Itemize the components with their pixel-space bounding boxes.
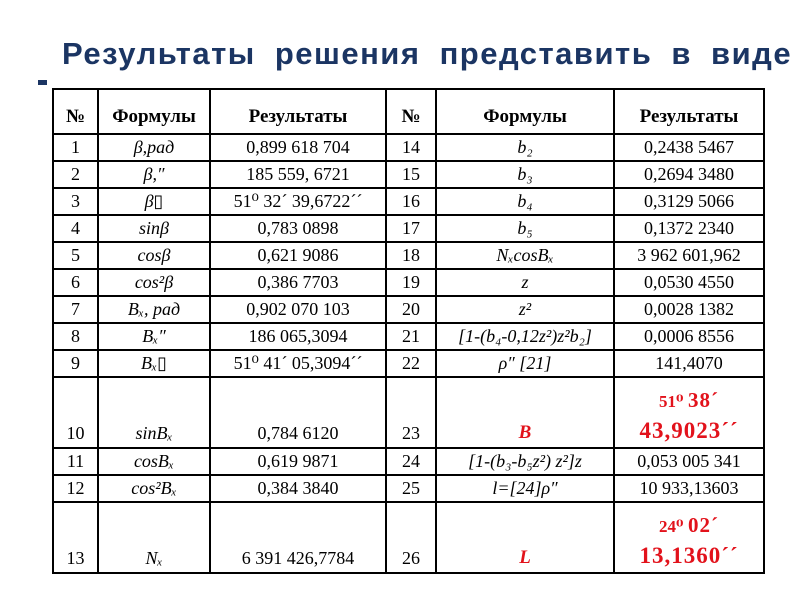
column-header-formulas-left: Формулы bbox=[98, 89, 210, 134]
degrees-minutes-line bbox=[617, 388, 761, 412]
result-cell: 6 391 426,7784 bbox=[210, 502, 386, 573]
formula-cell: sinβ bbox=[98, 215, 210, 242]
table-row bbox=[53, 242, 764, 269]
row-number-cell: 23 bbox=[386, 377, 436, 448]
formula-cell: l=[24]ρ″ bbox=[436, 475, 614, 502]
bullet-dash-icon bbox=[38, 80, 47, 85]
results-table bbox=[52, 88, 765, 574]
table-row bbox=[53, 188, 764, 215]
formula-cell: sinBₓ bbox=[98, 377, 210, 448]
formula-cell: cosBₓ bbox=[98, 448, 210, 475]
result-cell: 0,3129 5066 bbox=[614, 188, 764, 215]
result-cell: 0,621 9086 bbox=[210, 242, 386, 269]
result-cell-highlighted bbox=[614, 377, 764, 448]
row-number-cell: 2 bbox=[53, 161, 98, 188]
result-cell: 3 962 601,962 bbox=[614, 242, 764, 269]
table-row bbox=[53, 350, 764, 377]
column-header-results-left: Результаты bbox=[210, 89, 386, 134]
formula-cell: b₂ bbox=[436, 134, 614, 161]
minutes-value: 02´ bbox=[687, 513, 719, 538]
result-cell: 10 933,13603 bbox=[614, 475, 764, 502]
formula-cell: b₃ bbox=[436, 161, 614, 188]
column-header-results-right: Результаты bbox=[614, 89, 764, 134]
column-header-num-right: № bbox=[386, 89, 436, 134]
row-number-cell: 10 bbox=[53, 377, 98, 448]
formula-cell: z bbox=[436, 269, 614, 296]
minutes-value: 38´ bbox=[687, 388, 719, 413]
row-number-cell: 14 bbox=[386, 134, 436, 161]
column-header-formulas-right: Формулы bbox=[436, 89, 614, 134]
formula-cell: z² bbox=[436, 296, 614, 323]
row-number-cell: 11 bbox=[53, 448, 98, 475]
table-row bbox=[53, 502, 764, 573]
formula-cell-highlighted: B bbox=[436, 377, 614, 448]
row-number-cell: 19 bbox=[386, 269, 436, 296]
result-cell: 0,2694 3480 bbox=[614, 161, 764, 188]
result-cell: 141,4070 bbox=[614, 350, 764, 377]
formula-cell: [1-(b₃-b₅z²) z²]z bbox=[436, 448, 614, 475]
row-number-cell: 15 bbox=[386, 161, 436, 188]
result-cell: 186 065,3094 bbox=[210, 323, 386, 350]
result-cell: 0,0006 8556 bbox=[614, 323, 764, 350]
formula-cell: Nₓ bbox=[98, 502, 210, 573]
header-row bbox=[53, 89, 764, 134]
row-number-cell: 1 bbox=[53, 134, 98, 161]
result-cell: 185 559, 6721 bbox=[210, 161, 386, 188]
formula-cell: Bₓ, рад bbox=[98, 296, 210, 323]
formula-cell-highlighted: L bbox=[436, 502, 614, 573]
result-cell: 0,783 0898 bbox=[210, 215, 386, 242]
formula-cell: b₄ bbox=[436, 188, 614, 215]
result-cell: 0,0028 1382 bbox=[614, 296, 764, 323]
result-cell: 0,0530 4550 bbox=[614, 269, 764, 296]
result-cell: 0,1372 2340 bbox=[614, 215, 764, 242]
row-number-cell: 13 bbox=[53, 502, 98, 573]
table-row bbox=[53, 134, 764, 161]
seconds-value: 43,9023´´ bbox=[639, 417, 739, 443]
row-number-cell: 21 bbox=[386, 323, 436, 350]
formula-cell: cosβ bbox=[98, 242, 210, 269]
column-header-num-left: № bbox=[53, 89, 98, 134]
formula-cell: β,″ bbox=[98, 161, 210, 188]
table-row bbox=[53, 323, 764, 350]
row-number-cell: 3 bbox=[53, 188, 98, 215]
row-number-cell: 7 bbox=[53, 296, 98, 323]
result-cell: 0,619 9871 bbox=[210, 448, 386, 475]
result-cell-highlighted bbox=[614, 502, 764, 573]
result-cell: 0,386 7703 bbox=[210, 269, 386, 296]
formula-cell: cos²β bbox=[98, 269, 210, 296]
result-cell: 0,899 618 704 bbox=[210, 134, 386, 161]
table-row bbox=[53, 215, 764, 242]
formula-cell: β,рад bbox=[98, 134, 210, 161]
row-number-cell: 5 bbox=[53, 242, 98, 269]
row-number-cell: 17 bbox=[386, 215, 436, 242]
formula-cell: ρ″ [21] bbox=[436, 350, 614, 377]
result-cell: 51⁰ 41´ 05,3094´´ bbox=[210, 350, 386, 377]
result-cell: 0,384 3840 bbox=[210, 475, 386, 502]
table-row bbox=[53, 296, 764, 323]
table-row bbox=[53, 377, 764, 448]
formula-cell: b₅ bbox=[436, 215, 614, 242]
table-row bbox=[53, 269, 764, 296]
result-cell: 51⁰ 32´ 39,6722´´ bbox=[210, 188, 386, 215]
result-cell: 0,784 6120 bbox=[210, 377, 386, 448]
formula-cell: Bₓ″ bbox=[98, 323, 210, 350]
row-number-cell: 24 bbox=[386, 448, 436, 475]
formula-cell: NₓcosBₓ bbox=[436, 242, 614, 269]
degrees-value: 51⁰ bbox=[659, 392, 684, 412]
formula-cell: cos²Bₓ bbox=[98, 475, 210, 502]
table-row bbox=[53, 161, 764, 188]
formula-cell: [1-(b₄-0,12z²)z²b₂] bbox=[436, 323, 614, 350]
row-number-cell: 18 bbox=[386, 242, 436, 269]
table-row bbox=[53, 475, 764, 502]
formula-cell: β▯ bbox=[98, 188, 210, 215]
degrees-minutes-line bbox=[617, 513, 761, 537]
degrees-value: 24⁰ bbox=[659, 517, 684, 537]
table-row bbox=[53, 448, 764, 475]
row-number-cell: 26 bbox=[386, 502, 436, 573]
seconds-value: 13,1360´´ bbox=[639, 542, 739, 568]
row-number-cell: 8 bbox=[53, 323, 98, 350]
result-cell: 0,902 070 103 bbox=[210, 296, 386, 323]
slide-title: Результаты решения представить в виде bbox=[62, 36, 793, 71]
row-number-cell: 12 bbox=[53, 475, 98, 502]
formula-cell: Bₓ▯ bbox=[98, 350, 210, 377]
row-number-cell: 4 bbox=[53, 215, 98, 242]
result-cell: 0,2438 5467 bbox=[614, 134, 764, 161]
row-number-cell: 20 bbox=[386, 296, 436, 323]
row-number-cell: 22 bbox=[386, 350, 436, 377]
row-number-cell: 16 bbox=[386, 188, 436, 215]
row-number-cell: 6 bbox=[53, 269, 98, 296]
row-number-cell: 9 bbox=[53, 350, 98, 377]
result-cell: 0,053 005 341 bbox=[614, 448, 764, 475]
row-number-cell: 25 bbox=[386, 475, 436, 502]
